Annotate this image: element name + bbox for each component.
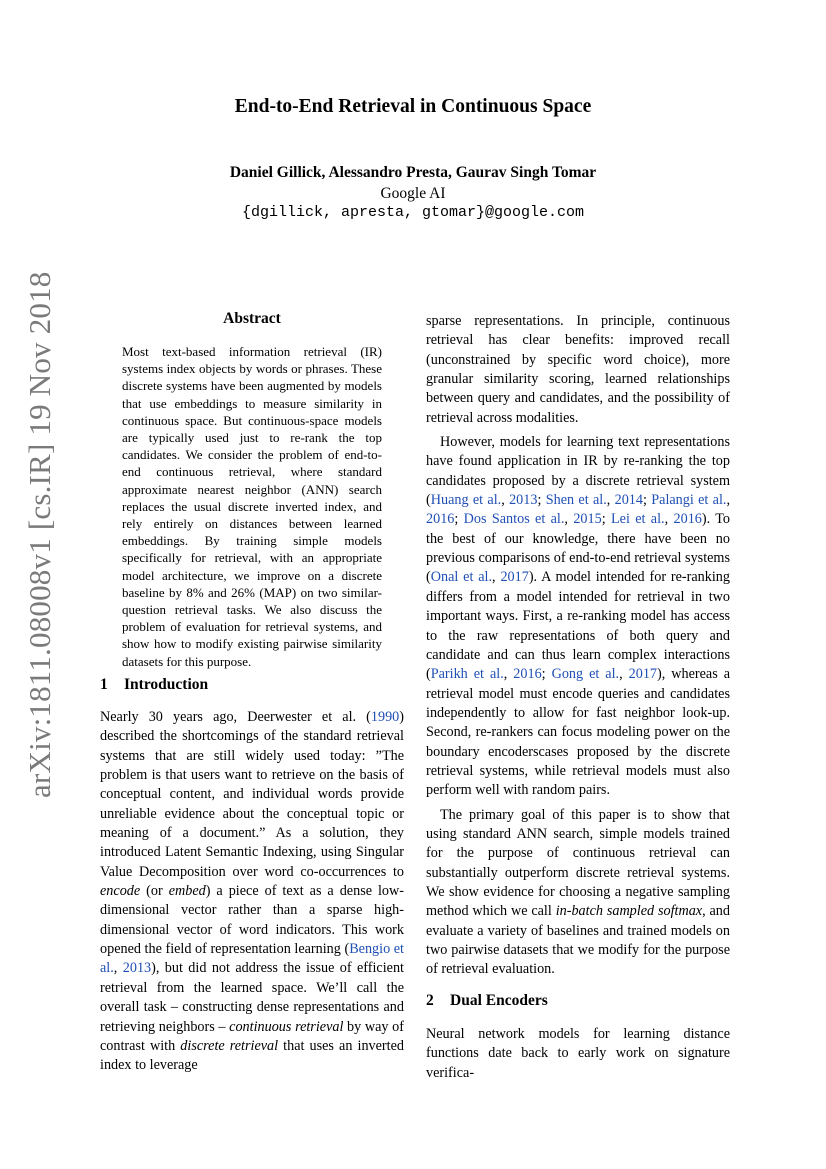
citation-link[interactable]: 2013: [509, 492, 538, 509]
section-title: Introduction: [124, 676, 209, 693]
citation-link[interactable]: Gong et al.: [551, 666, 620, 683]
paper-title: End-to-End Retrieval in Continuous Space: [234, 96, 592, 117]
citation-link[interactable]: Huang et al.: [430, 492, 502, 509]
citation-link[interactable]: 1990: [370, 709, 400, 725]
abstract-body: Most text-based information retrieval (IR) systems index objects by words or phrases. These discrete systems have been augmented by models that use embeddings to measure similarity in continuous space. But continuous-space models are typically used just to re-rank the top candidates. We consider the problem of end-to-end continuous retrieval, where standard approximate nearest neighbor (ANN) search replaces the usual discrete inverted index, and rely entirely on distances between learned embeddings. By training simple models specifically for retrieval, with an appropriate model architecture, we improve on a discrete baseline by 8% and 26% (MAP) on two similar-question retrieval tasks. We also discuss the problem of evaluation for retrieval systems, and show how to modify existing pairwise similarity datasets for this purpose.: [122, 344, 382, 669]
citation-link[interactable]: 2016: [513, 666, 542, 683]
citation-link[interactable]: Bengio et al.: [100, 941, 404, 977]
citation-link[interactable]: Lei et al.: [610, 511, 665, 528]
citation-link[interactable]: 2014: [614, 492, 643, 509]
citation-link[interactable]: Shen et al.: [545, 492, 607, 509]
citation-link[interactable]: 2013: [122, 960, 152, 977]
section-2-heading: [426, 992, 548, 1010]
author-list: Daniel Gillick, Alessandro Presta, Gaurav Singh Tomar: [229, 164, 597, 181]
section-number: 2: [426, 992, 434, 1009]
section-1-heading: [100, 676, 208, 694]
dual-encoders-paragraph: Neural network models for learning distance functions date back to early work on signature verifica-: [426, 1026, 730, 1081]
citation-link[interactable]: 2017: [500, 569, 529, 586]
intro-paragraph: Nearly 30 years ago, Deerwester et al. (1990) described the shortcomings of the standard retrieval systems that are still widely used today: ”The problem is that users want to retrieve on the basis of conceptual content, and individual words provide unreliable evidence about the conceptual topic or meaning of a document.” As a solution, they introduced Latent Semantic Indexing, using Singular Value Decomposition over word co-occurrences to encode (or embed) a piece of text as a dense low-dimensional vector rather than a sparse high-dimensional vector of word indicators. This work opened the field of representation learning (Bengio et al., 2013), but did not address the issue of efficient retrieval from the learned space. We’ll call the overall task – constructing dense representations and retrieving neighbors – continuous retrieval by way of contrast with discrete retrieval that uses an inverted index to leverage: [100, 709, 405, 1074]
citation-link[interactable]: Dos Santos et al.: [463, 511, 565, 528]
citation-link[interactable]: 2016: [673, 511, 702, 528]
citation-link[interactable]: 2015: [573, 511, 602, 528]
citation-link[interactable]: 2017: [628, 666, 658, 683]
section-title: Dual Encoders: [450, 992, 548, 1009]
author-emails: {dgillick, apresta, gtomar}@google.com: [241, 204, 585, 221]
right-column: [426, 312, 730, 980]
paragraph: However, models for learning text representations have found application in IR by re-ranking the top candidates proposed by a discrete retrieval system (Huang et al., 2013; Shen et al., 2014; Palangi et al., 2016; Dos Santos et al., 2015; Lei et al., 2016). To the best of our knowledge, there have been no previous comparisons of end-to-end retrieval systems (Onal et al., 2017). A model intended for re-ranking differs from a model intended for retrieval in two important ways. First, a re-ranking model has access to the raw representations of both query and candidate and can thus learn complex interactions (Parikh et al., 2016; Gong et al., 2017), whereas a retrieval model must encode queries and candidates independently to allow for fast neighbor look-up. Second, re-rankers can focus modeling power on the boundary encoderscases proposed by the discrete retrieval systems, while retrieval models must also perform well with random pairs.: [426, 434, 731, 799]
citation-link[interactable]: Onal et al.: [430, 569, 493, 586]
section-number: 1: [100, 676, 108, 693]
abstract-heading: Abstract: [223, 310, 281, 327]
citation-link[interactable]: Palangi et al.: [651, 492, 727, 509]
citation-link[interactable]: Parikh et al.: [430, 666, 504, 683]
arxiv-watermark: arXiv:1811.08008v1 [cs.IR] 19 Nov 2018: [22, 271, 57, 798]
paragraph: The primary goal of this paper is to show that using standard ANN search, simple models trained for the purpose of continuous retrieval can substantially outperform discrete retrieval systems. We show evidence for choosing a negative sampling method which we call in-batch sampled softmax, and evaluate a variety of baselines and trained models on two pairwise datasets that we modify for the purpose of retrieval evaluation.: [426, 806, 730, 978]
paragraph: sparse representations. In principle, continuous retrieval has clear benefits: improved recall (unconstrained by specific word choice), more granular similarity scoring, learned relationships between query and candidates, and the possibility of retrieval across modalities.: [426, 313, 730, 426]
citation-link[interactable]: 2016: [426, 511, 455, 528]
affiliation: Google AI: [380, 185, 446, 202]
